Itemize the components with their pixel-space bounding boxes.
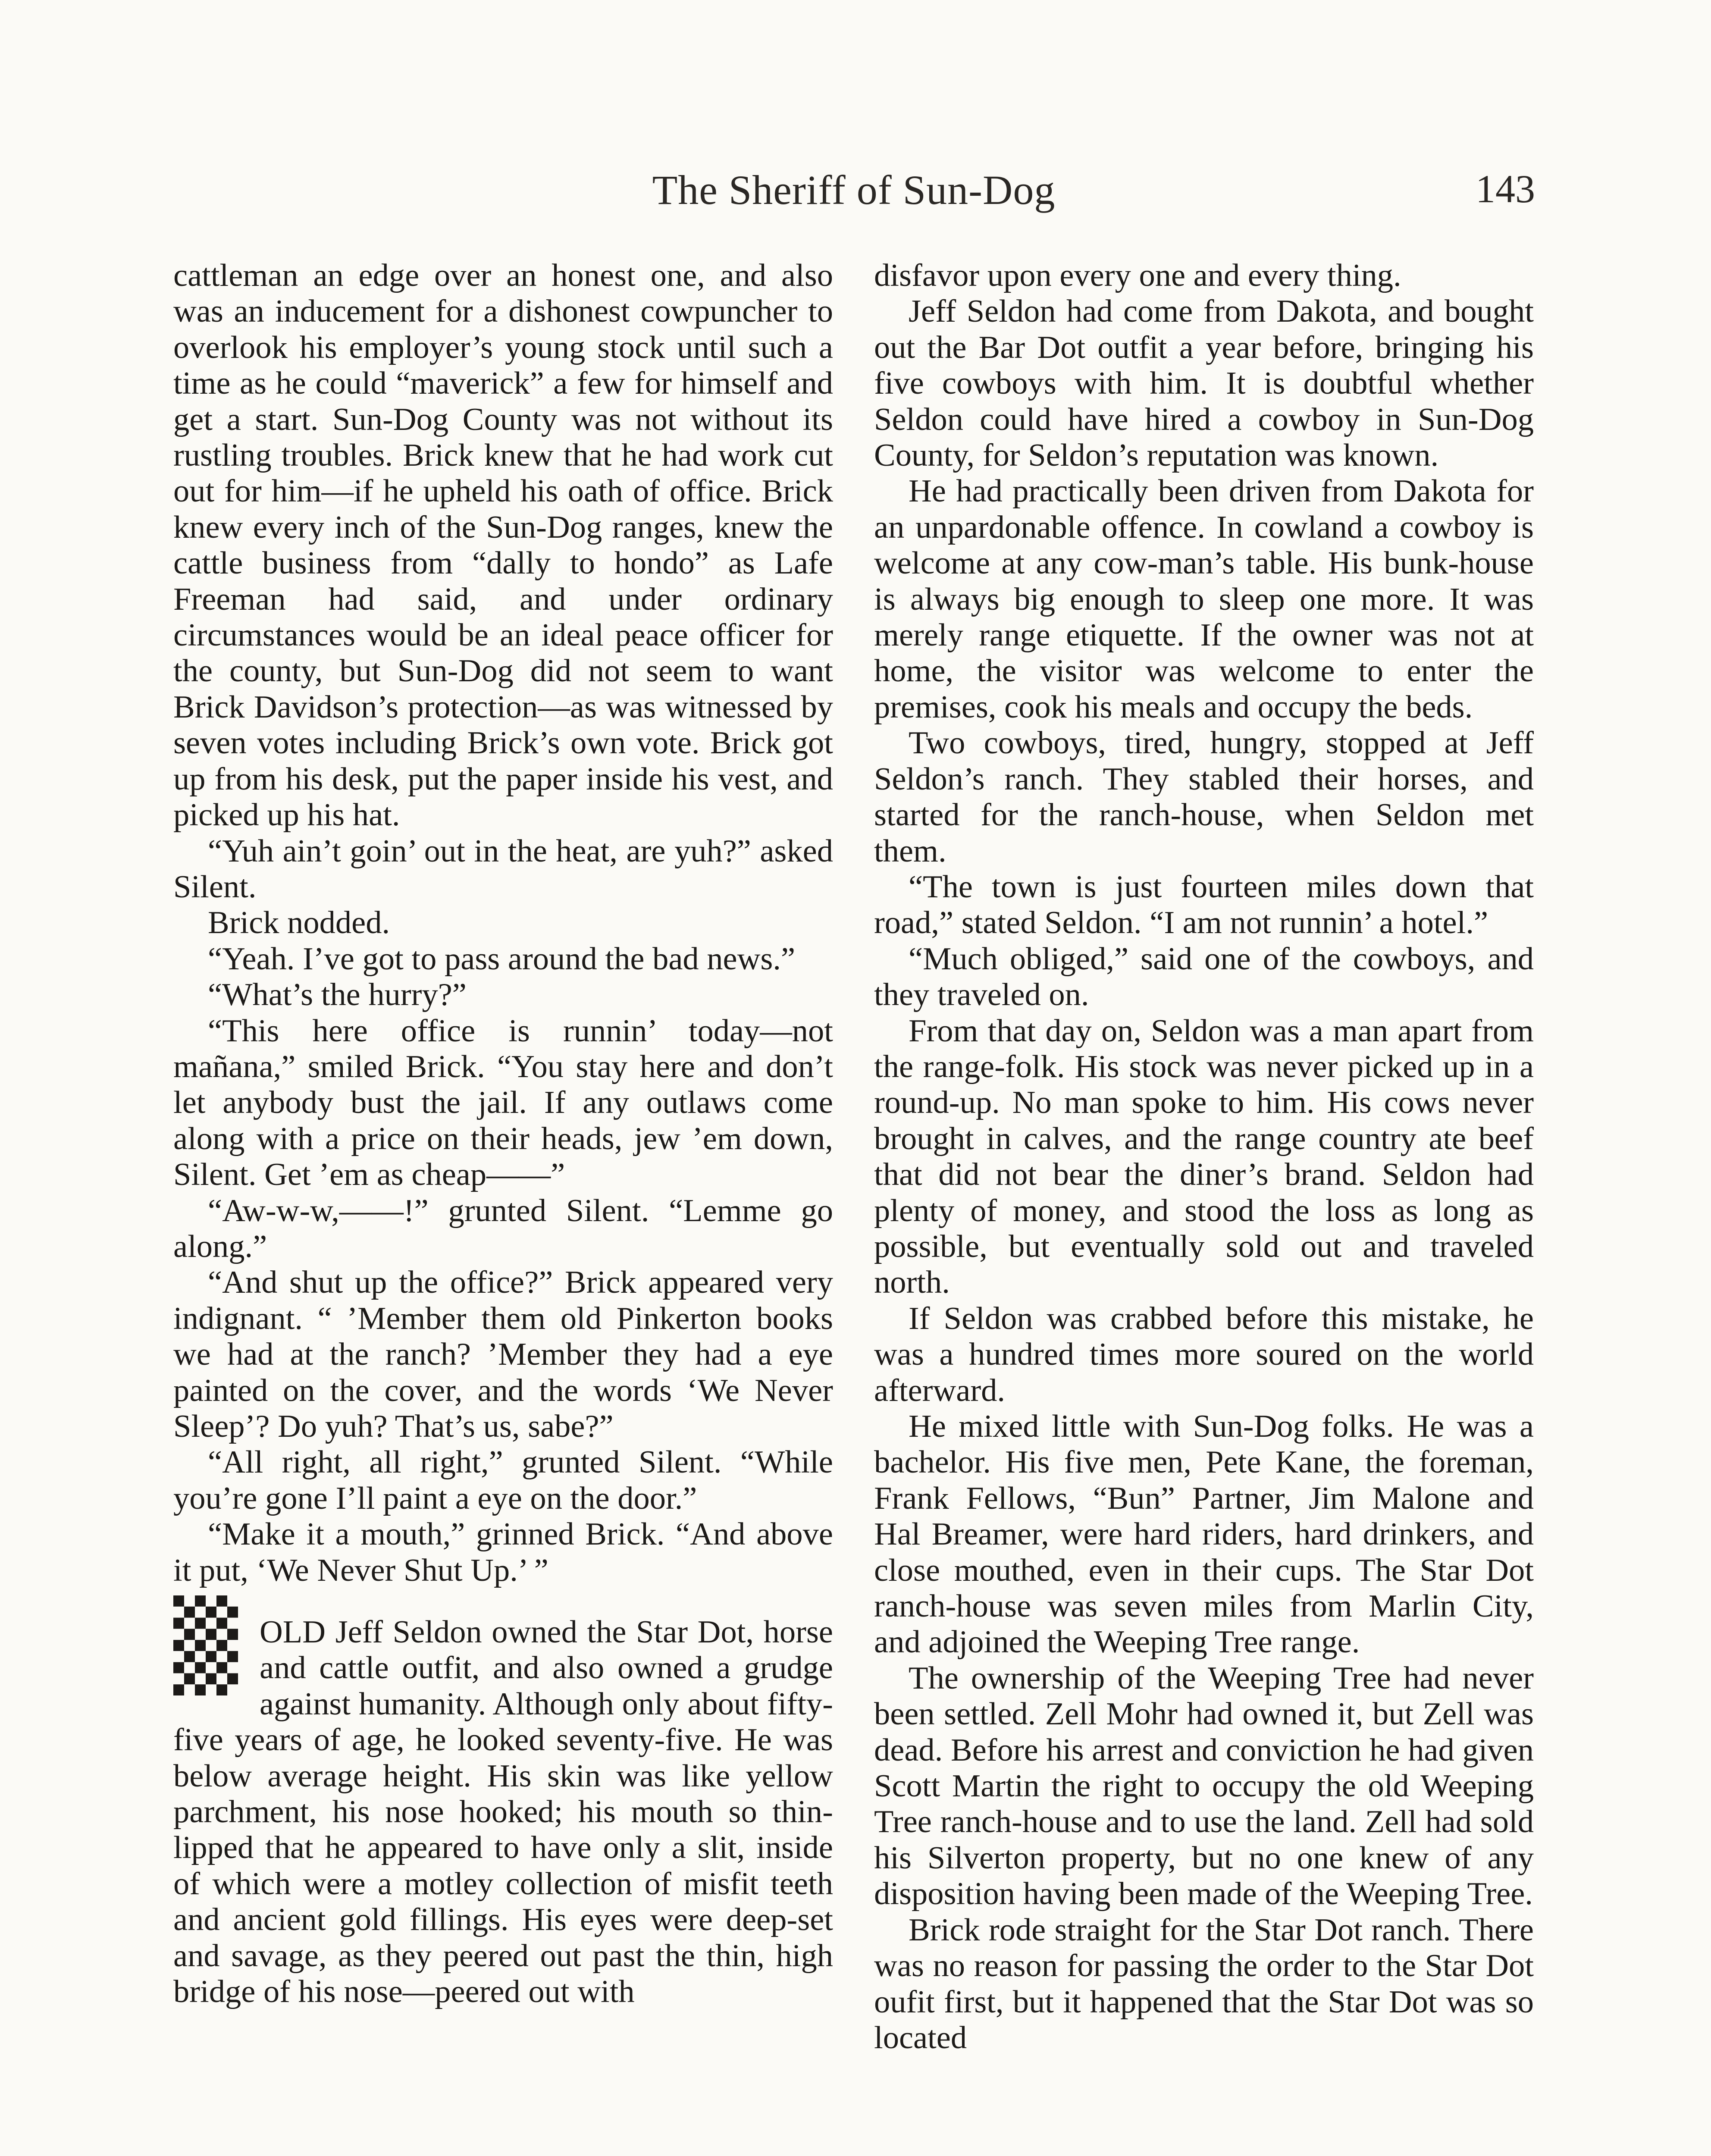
paragraph-section-start: OLD Jeff Seldon owned the Star Dot, horse and cattle outfit, and also owned a grudge against humanity. Although only about fifty-five years of age, he looked seventy-five. He was below average height. His skin was like yellow parchment, his nose hooked; his mouth so thin-lipped that he appeared to have only a slit, inside of which were a motley collection of misfit teeth and ancient gold fillings. His eyes were deep-set and savage, as they peered out past the thin, high bridge of his nose—peered out with	[173, 1614, 833, 2010]
paragraph: He mixed little with Sun-Dog folks. He was a bachelor. His five men, Pete Kane, the foreman, Frank Fellows, “Bun” Partner, Jim Malone and Hal Breamer, were hard riders, hard drinkers, and close mouthed, even in their cups. The Star Dot ranch-house was seven miles from Marlin City, and adjoined the Weeping Tree range.	[874, 1409, 1534, 1660]
paragraph: Brick rode straight for the Star Dot ranch. There was no reason for passing the order to the Star Dot oufit first, but it happened that the Star Dot was so located	[874, 1912, 1534, 2056]
right-column	[874, 258, 1534, 2156]
paragraph: “Yeah. I’ve got to pass around the bad news.”	[208, 941, 796, 977]
paragraph: disfavor upon every one and every thing.	[874, 258, 1401, 293]
paragraph: Two cowboys, tired, hungry, stopped at Jeff Seldon’s ranch. They stabled their horses, and started for the ranch-house, when Seldon met them.	[874, 725, 1534, 869]
paragraph: If Seldon was crabbed before this mistake, he was a hundred times more soured on the world afterward.	[874, 1300, 1534, 1408]
running-title: The Sheriff of Sun-Dog	[652, 167, 1056, 213]
paragraph: “All right, all right,” grunted Silent. “While you’re gone I’ll paint a eye on the door.”	[173, 1445, 833, 1516]
paragraph: Brick nodded.	[208, 905, 390, 941]
paragraph: “What’s the hurry?”	[208, 977, 467, 1013]
paragraph: “And shut up the office?” Brick appeared very indignant. “ ’Member them old Pinkerton books we had at the ranch? ’Member they had a eye painted on the cover, and the words ‘We Never Sleep’? Do yuh? That’s us, sabe?”	[173, 1265, 833, 1444]
paragraph: The ownership of the Weeping Tree had never been settled. Zell Mohr had owned it, but Zell was dead. Before his arrest and conviction he had given Scott Martin the right to occupy the old Weeping Tree ranch-house and to use the land. Zell had sold his Silverton property, but no one knew of any disposition having been made of the Weeping Tree.	[874, 1660, 1534, 1912]
paragraph: Jeff Seldon had come from Dakota, and bought out the Bar Dot outfit a year before, bringing his five cowboys with him. It is doubtful whether Seldon could have hired a cowboy in Sun-Dog County, for Seldon’s reputation was known.	[874, 294, 1534, 473]
paragraph: From that day on, Seldon was a man apart from the range-folk. His stock was never picked up in a round-up. No man spoke to him. His cows never brought in calves, and the range country ate beef that did not bear the diner’s brand. Seldon had plenty of money, and stood the loss as long as possible, but eventually sold out and traveled north.	[874, 1013, 1534, 1300]
paragraph: “The town is just fourteen miles down that road,” stated Seldon. “I am not runnin’ a hotel.”	[874, 869, 1534, 941]
paragraph: “This here office is runnin’ today—not mañana,” smiled Brick. “You stay here and don’t let anybody bust the jail. If any outlaws come along with a price on their heads, jew ’em down, Silent. Get ’em as cheap——”	[173, 1013, 833, 1193]
paragraph: “Make it a mouth,” grinned Brick. “And above it put, ‘We Never Shut Up.’ ”	[173, 1517, 833, 1588]
paragraph: He had practically been driven from Dakota for an unpardonable offence. In cowland a cowboy is welcome at any cow-man’s table. His bunk-house is always big enough to sleep one more. It was merely range etiquette. If the owner was not at home, the visitor was welcome to enter the premises, cook his meals and occupy the beds.	[874, 473, 1534, 725]
paragraph: “Much obliged,” said one of the cowboys, and they traveled on.	[874, 941, 1534, 1013]
left-column	[173, 258, 833, 2156]
paragraph: “Yuh ain’t goin’ out in the heat, are yuh?” asked Silent.	[173, 833, 833, 905]
paragraph: cattleman an edge over an honest one, and also was an inducement for a dishonest cowpuncher to overlook his employer’s young stock until such a time as he could “maverick” a few for himself and get a start. Sun-Dog County was not without its rustling troubles. Brick knew that he had work cut out for him—if he upheld his oath of office. Brick knew every inch of the Sun-Dog ranges, knew the cattle business from “dally to hondo” as Lafe Freeman had said, and under ordinary circumstances would be an ideal peace officer for the county, but Sun-Dog did not seem to want Brick Davidson’s protection—as was witnessed by seven votes including Brick’s own vote. Brick got up from his desk, put the paper inside his vest, and picked up his hat.	[173, 258, 833, 833]
running-header	[172, 166, 1535, 218]
checkered-drop-cap-icon	[173, 1595, 238, 1695]
paragraph: “Aw-w-w,——!” grunted Silent. “Lemme go along.”	[173, 1193, 833, 1264]
page-number: 143	[1476, 167, 1535, 211]
